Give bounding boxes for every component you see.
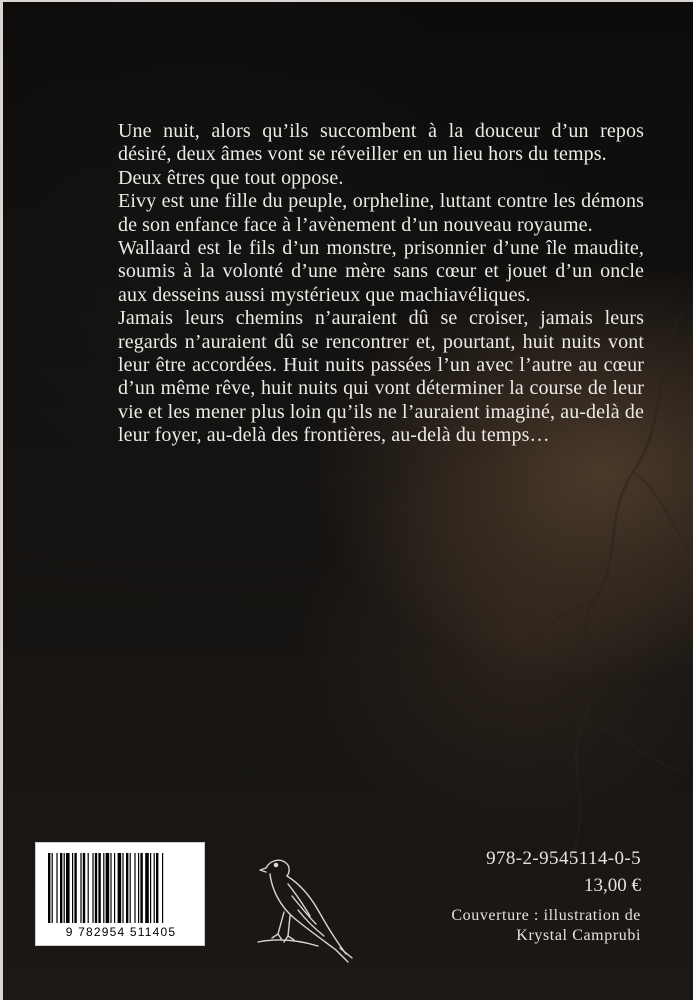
blurb-paragraph: Une nuit, alors qu’ils succombent à la douceur d’un repos désiré, deux âmes vont se réveiller en un lieu hors du temps. [118, 120, 644, 166]
bird-icon [248, 850, 353, 965]
barcode-digits: 9 782954 511405 [65, 925, 177, 939]
back-cover-blurb [118, 120, 644, 448]
isbn-barcode [35, 842, 205, 946]
book-metadata [381, 847, 641, 946]
cover-credit-name: Krystal Camprubi [516, 927, 641, 944]
isbn-number: 978-2-9545114-0-5 [486, 848, 641, 869]
blurb-paragraph: Deux êtres que tout oppose. [118, 166, 344, 189]
blurb-paragraph: Jamais leurs chemins n’auraient dû se croiser, jamais leurs regards n’auraient dû se rencontrer et, pourtant, huit nuits vont leur être accordées. Huit nuits passées l’un avec l’autre au cœur d’un même rêve, huit nuits qui vont déterminer la course de leur vie et les mener plus loin qu’ils ne l’auraient imaginé, au-delà de leur foyer, au-delà des frontières, au-delà du temps… [118, 307, 644, 447]
barcode-bars [46, 853, 196, 923]
blurb-paragraph: Wallaard est le fils d’un monstre, prisonnier d’une île maudite, soumis à la volonté d’une mère sans cœur et jouet d’un oncle aux desseins aussi mystérieux que machiavéliques. [118, 237, 644, 306]
blurb-paragraph: Eivy est une fille du peuple, orpheline, luttant contre les démons de son enfance face à l’avènement d’un nouveau royaume. [118, 190, 644, 236]
cover-credit-line: Couverture : illustration de [451, 907, 641, 924]
price: 13,00 € [584, 875, 641, 896]
